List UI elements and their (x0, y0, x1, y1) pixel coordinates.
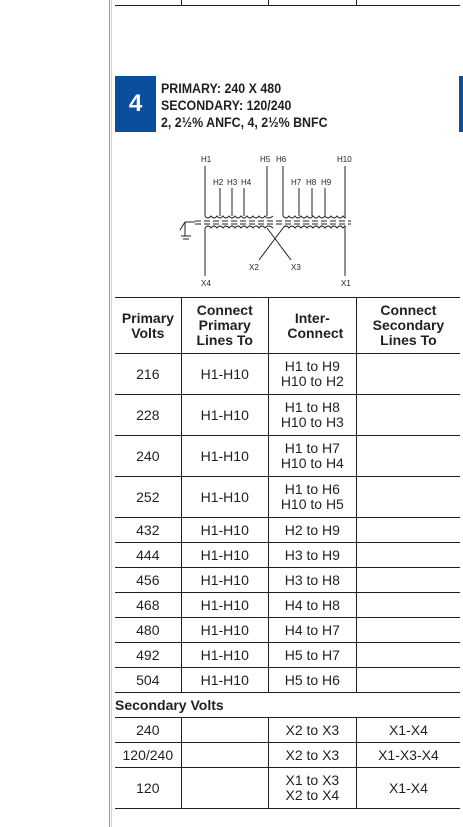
taps-spec: 2, 2½% ANFC, 4, 2½% BNFC (161, 115, 328, 130)
header-connect-primary: Connect Primary Lines To (181, 298, 268, 354)
terminal-h6: H6 (276, 155, 287, 164)
section-number: 4 (115, 76, 156, 132)
secondary-volts-heading: Secondary Volts (115, 693, 460, 718)
terminal-h3: H3 (227, 178, 238, 187)
terminal-h4: H4 (241, 178, 252, 187)
table-row: 468 H1-H10 H4 to H8 (115, 593, 460, 618)
table-row: 432 H1-H10 H2 to H9 (115, 518, 460, 543)
section-spec (161, 80, 342, 131)
terminal-h1: H1 (201, 155, 212, 164)
terminal-h8: H8 (306, 178, 317, 187)
section-header (115, 76, 459, 132)
page-margin-rule-inner (111, 0, 112, 827)
table-row: 120 X1 to X3 X2 to X4 X1-X4 (115, 768, 460, 809)
terminal-x4: X4 (201, 279, 211, 288)
header-primary-volts: Primary Volts (115, 298, 181, 354)
terminal-x2: X2 (249, 263, 259, 272)
primary-spec: PRIMARY: 240 X 480 (161, 81, 282, 96)
secondary-volts-heading-row (115, 693, 460, 718)
table-row: 240 X2 to X3 X1-X4 (115, 718, 460, 743)
connection-table (115, 297, 460, 809)
terminal-x3: X3 (291, 263, 301, 272)
terminal-x1: X1 (341, 279, 351, 288)
header-connect-secondary: Connect Secondary Lines To (356, 298, 460, 354)
table-row: 120/240 X2 to X3 X1-X3-X4 (115, 743, 460, 768)
table-row: 480 H1-H10 H4 to H7 (115, 618, 460, 643)
secondary-spec: SECONDARY: 120/240 (161, 98, 292, 113)
terminal-h7: H7 (291, 178, 302, 187)
table-row: 216 H1-H10 H1 to H9 H10 to H2 (115, 354, 460, 395)
table-row: 240 H1-H10 H1 to H7 H10 to H4 (115, 436, 460, 477)
table-row: 252 H1-H10 H1 to H6 H10 to H5 (115, 477, 460, 518)
table-row: 456 H1-H10 H3 to H8 (115, 568, 460, 593)
terminal-h5: H5 (260, 155, 271, 164)
terminal-h10: H10 (337, 155, 352, 164)
transformer-schematic (115, 148, 459, 298)
page-margin-rule (109, 0, 110, 827)
terminal-h9: H9 (321, 178, 332, 187)
table-row: 492 H1-H10 H5 to H7 (115, 643, 460, 668)
table-row: 228 H1-H10 H1 to H8 H10 to H3 (115, 395, 460, 436)
section-accent-bar (459, 76, 463, 132)
table-row: 504 H1-H10 H5 to H6 (115, 668, 460, 693)
terminal-h2: H2 (213, 178, 224, 187)
table-row: 444 H1-H10 H3 to H9 (115, 543, 460, 568)
wiring-diagram (115, 148, 459, 298)
header-interconnect: Inter-Connect (268, 298, 356, 354)
previous-table-bottom (115, 0, 460, 6)
